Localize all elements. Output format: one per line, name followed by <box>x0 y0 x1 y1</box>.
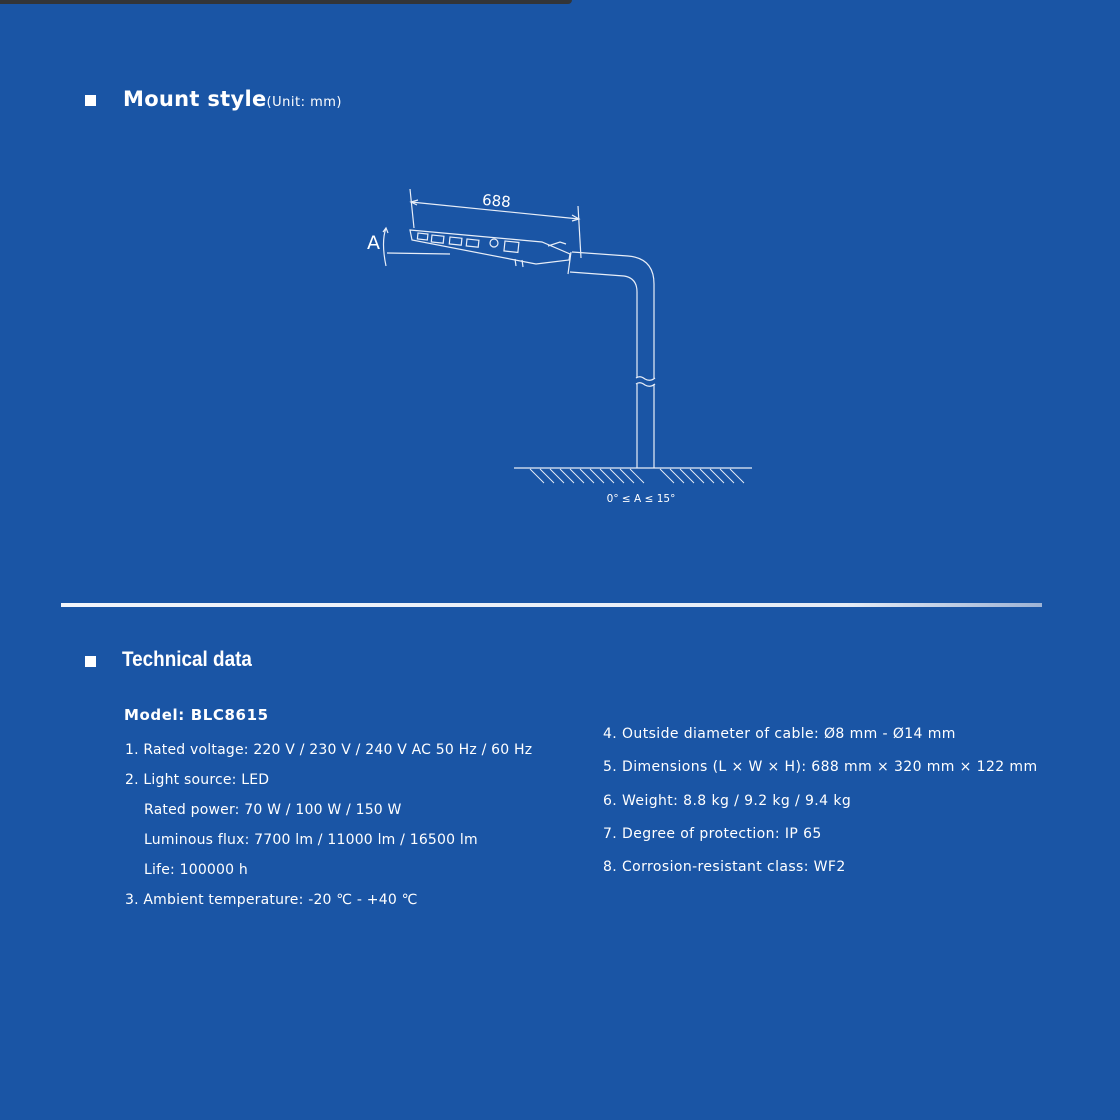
spec-luminous-flux: Luminous flux: 7700 lm / 11000 lm / 16500 lm <box>144 832 478 848</box>
technical-data-heading: Technical data <box>122 648 252 671</box>
spec-list-right <box>603 726 1038 892</box>
ground-hatching <box>514 468 752 483</box>
model-label: Model: BLC8615 <box>124 706 269 724</box>
spec-cable-diameter: 4. Outside diameter of cable: Ø8 mm - Ø14 mm <box>603 726 956 742</box>
mount-style-heading <box>123 87 342 111</box>
top-dark-strip <box>0 0 572 4</box>
angle-a-label: A <box>367 232 380 254</box>
spec-corrosion-class: 8. Corrosion-resistant class: WF2 <box>603 859 846 876</box>
luminaire-body <box>410 230 570 267</box>
spec-life: Life: 100000 h <box>144 862 248 878</box>
angle-marker <box>383 228 450 266</box>
angle-range-label: 0° ≤ A ≤ 15° <box>606 493 676 505</box>
spec-ambient-temperature: 3. Ambient temperature: -20 ℃ - +40 ℃ <box>125 892 418 908</box>
spec-weight: 6. Weight: 8.8 kg / 9.2 kg / 9.4 kg <box>603 792 852 809</box>
spec-light-source: 2. Light source: LED <box>125 772 270 788</box>
mount-style-unit: (Unit: mm) <box>266 95 342 110</box>
mount-style-bullet-icon <box>85 95 96 106</box>
mount-style-diagram <box>360 180 760 515</box>
spec-degree-of-protection: 7. Degree of protection: IP 65 <box>603 825 822 842</box>
street-light-pole <box>568 252 655 468</box>
spec-list-left <box>125 742 532 922</box>
dimension-688-label: 688 <box>481 190 512 212</box>
section-divider <box>61 603 1042 607</box>
spec-rated-voltage: 1. Rated voltage: 220 V / 230 V / 240 V AC 50 Hz / 60 Hz <box>125 742 533 758</box>
mount-style-title: Mount style <box>123 87 267 111</box>
spec-rated-power: Rated power: 70 W / 100 W / 150 W <box>144 802 402 818</box>
spec-dimensions: 5. Dimensions (L × W × H): 688 mm × 320 mm × 122 mm <box>603 759 1038 776</box>
technical-data-bullet-icon <box>85 656 96 667</box>
